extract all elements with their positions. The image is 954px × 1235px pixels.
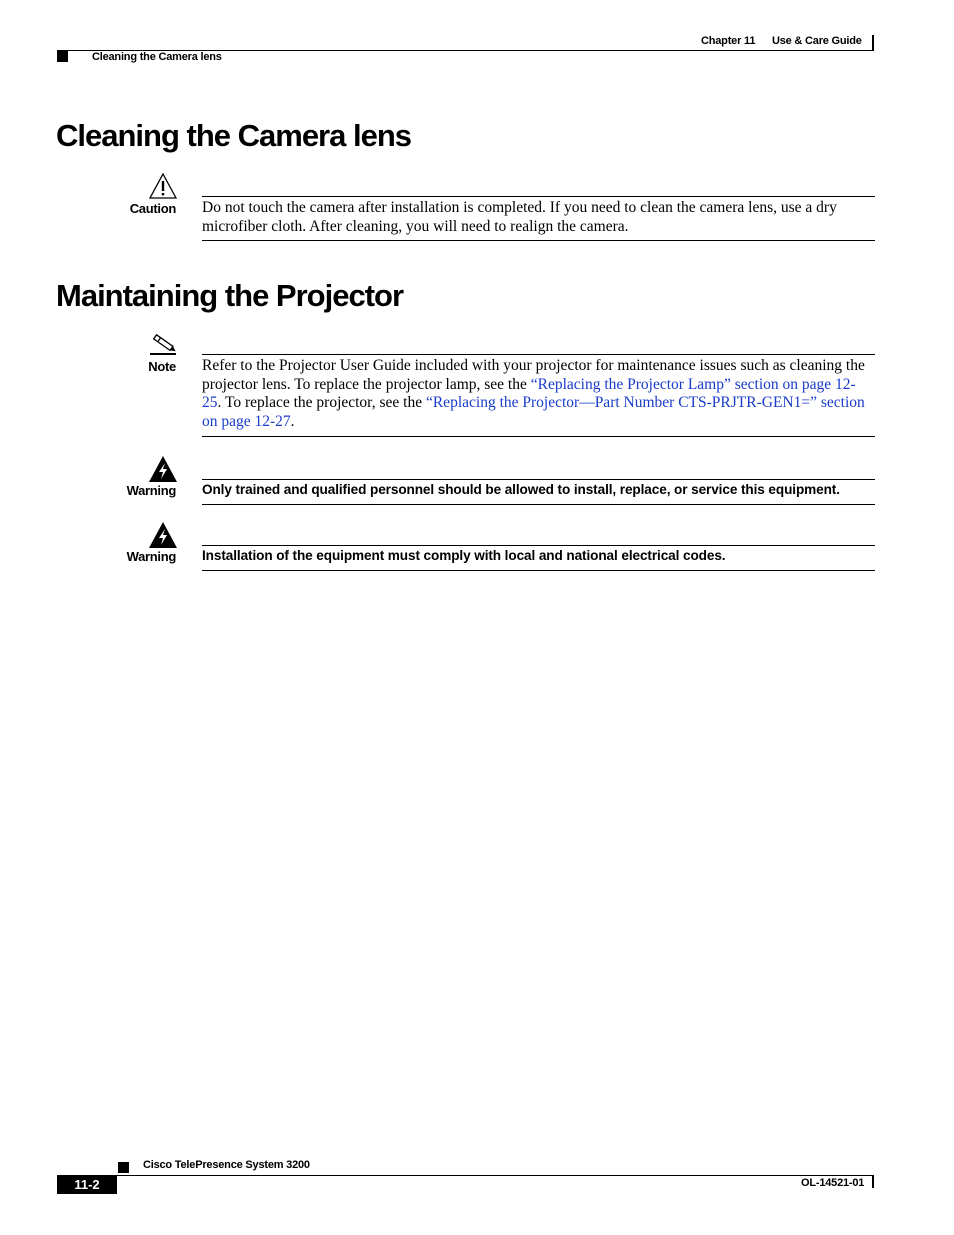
header-guide-title: Use & Care Guide	[772, 35, 862, 47]
link-replacing-projector[interactable]: “Replacing the Projector—Part Number CTS-PRJTR-GEN1=” section on page 12-27	[202, 394, 865, 430]
header-section-title: Cleaning the Camera lens	[92, 51, 222, 63]
footer-rule	[57, 1175, 874, 1176]
warning-2-bottom-rule	[202, 570, 875, 571]
note-label: Note	[148, 359, 176, 374]
warning-1-bottom-rule	[202, 504, 875, 505]
electrical-warning-icon	[148, 455, 178, 483]
note-text-part-3: .	[290, 412, 295, 430]
footer-tick-mark	[872, 1175, 874, 1188]
note-text-part-1: Refer to the Projector User Guide included with your projector for maintenance issues such as cleaning the projector lens. To replace the projector lamp, see the	[202, 357, 865, 393]
footer-square-marker	[118, 1162, 129, 1173]
header-chapter: Chapter 11	[701, 35, 756, 47]
header-tick-mark	[872, 35, 874, 50]
note-text-part-2: . To replace the projector, see the	[217, 394, 426, 412]
footer-product-name: Cisco TelePresence System 3200	[143, 1159, 310, 1171]
pencil-note-icon	[148, 331, 178, 359]
note-top-rule	[202, 354, 875, 355]
footer-doc-number: OL-14521-01	[801, 1177, 865, 1189]
caution-top-rule	[202, 196, 875, 197]
caution-bottom-rule	[202, 240, 875, 241]
warning-label-1: Warning	[126, 483, 176, 498]
note-bottom-rule	[202, 436, 875, 437]
caution-label: Caution	[129, 201, 176, 216]
section-heading-maintaining-projector: Maintaining the Projector	[56, 278, 404, 313]
note-text	[202, 357, 875, 431]
footer-page-number: 11-2	[57, 1175, 117, 1194]
warning-1-text: Only trained and qualified personnel should be allowed to install, replace, or service this equipment.	[202, 482, 840, 497]
header-square-marker	[57, 51, 68, 62]
caution-text: Do not touch the camera after installation is completed. If you need to clean the camera lens, use a dry microfiber cloth. After cleaning, you will need to realign the camera.	[202, 199, 837, 235]
link-replacing-projector-lamp[interactable]: “Replacing the Projector Lamp” section on page 12-25	[202, 375, 856, 412]
warning-1-top-rule	[202, 479, 875, 480]
warning-2-text: Installation of the equipment must comply with local and national electrical codes.	[202, 548, 726, 563]
electrical-warning-icon	[148, 521, 178, 549]
section-heading-cleaning-camera-lens: Cleaning the Camera lens	[56, 118, 412, 153]
warning-2-top-rule	[202, 545, 875, 546]
caution-triangle-icon	[148, 172, 178, 200]
warning-label-2: Warning	[126, 549, 176, 564]
